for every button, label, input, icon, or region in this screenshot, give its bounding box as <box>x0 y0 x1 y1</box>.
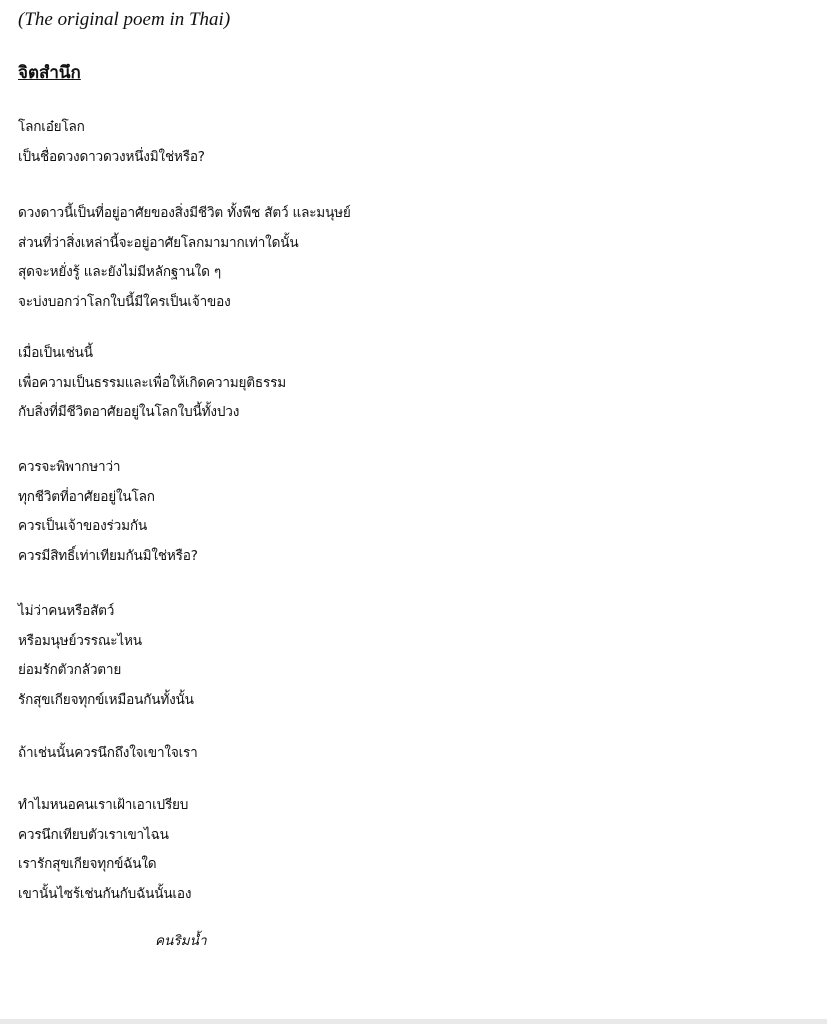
thai-stanza <box>18 597 194 715</box>
thai-stanza <box>18 791 191 909</box>
thai-poem-line: ควรนึกเทียบตัวเราเขาไฉน <box>18 826 169 843</box>
thai-poem-line: จะบ่งบอกว่าโลกใบนี้มีใครเป็นเจ้าของ <box>18 293 231 310</box>
thai-poem-line: ส่วนที่ว่าสิ่งเหล่านี้จะอยู่อาศัยโลกมามากเท่าใดนั้น <box>18 234 299 251</box>
thai-poem-line: ถ้าเช่นนั้นควรนึกถึงใจเขาใจเรา <box>18 745 198 761</box>
thai-poem-line: ดวงดาวนี้เป็นที่อยู่อาศัยของสิ่งมีชีวิต ทั้งพืช สัตว์ และมนุษย์ <box>18 205 351 221</box>
thai-stanza <box>18 739 198 769</box>
thai-poem-line: เรารักสุขเกียจทุกข์ฉันใด <box>18 856 157 872</box>
thai-poem-line: รักสุขเกียจทุกข์เหมือนกันทั้งนั้น <box>18 691 194 708</box>
thai-poem-line: เป็นชื่อดวงดาวดวงหนึ่งมิใช่หรือ? <box>18 148 205 165</box>
thai-stanza <box>18 453 198 571</box>
thai-poem-line: ควรจะพิพากษาว่า <box>18 459 121 475</box>
thai-poem-line: ทำไมหนอคนเราเฝ้าเอาเปรียบ <box>18 797 189 813</box>
thai-stanza <box>18 339 286 428</box>
thai-poem-line: เขานั้นไซร้เช่นกันกับฉันนั้นเอง <box>18 885 192 902</box>
thai-poem-line: เพื่อความเป็นธรรมและเพื่อให้เกิดความยุติธรรม <box>18 374 286 391</box>
thai-poem-line: ควรมีสิทธิ์เท่าเทียมกันมิใช่หรือ? <box>18 547 198 564</box>
thai-poem-line: เมื่อเป็นเช่นนี้ <box>18 345 93 361</box>
thai-poem-line: ทุกชีวิตที่อาศัยอยู่ในโลก <box>18 488 155 505</box>
thai-column-header: (The original poem in Thai) <box>18 9 231 30</box>
thai-stanza <box>18 199 351 317</box>
thai-poem-line: กับสิ่งที่มีชีวิตอาศัยอยู่ในโลกใบนี้ทั้งปวง <box>18 404 240 420</box>
thai-poem-line: ไม่ว่าคนหรือสัตว์ <box>18 603 115 619</box>
thai-poem-title: จิตสำนึก <box>18 63 81 82</box>
thai-signature: คนริมน้ำ <box>155 933 207 949</box>
thai-poem-line: โลกเอ๋ยโลก <box>18 119 85 135</box>
thai-stanza <box>18 113 205 172</box>
thai-poem-line: ย่อมรักตัวกลัวตาย <box>18 662 122 678</box>
page-bottom-edge <box>0 1019 827 1024</box>
thai-poem-line: หรือมนุษย์วรรณะไหน <box>18 632 142 649</box>
thai-poem-line: ควรเป็นเจ้าของร่วมกัน <box>18 518 147 534</box>
thai-poem-line: สุดจะหยั่งรู้ และยังไม่มีหลักฐานใด ๆ <box>18 264 221 280</box>
